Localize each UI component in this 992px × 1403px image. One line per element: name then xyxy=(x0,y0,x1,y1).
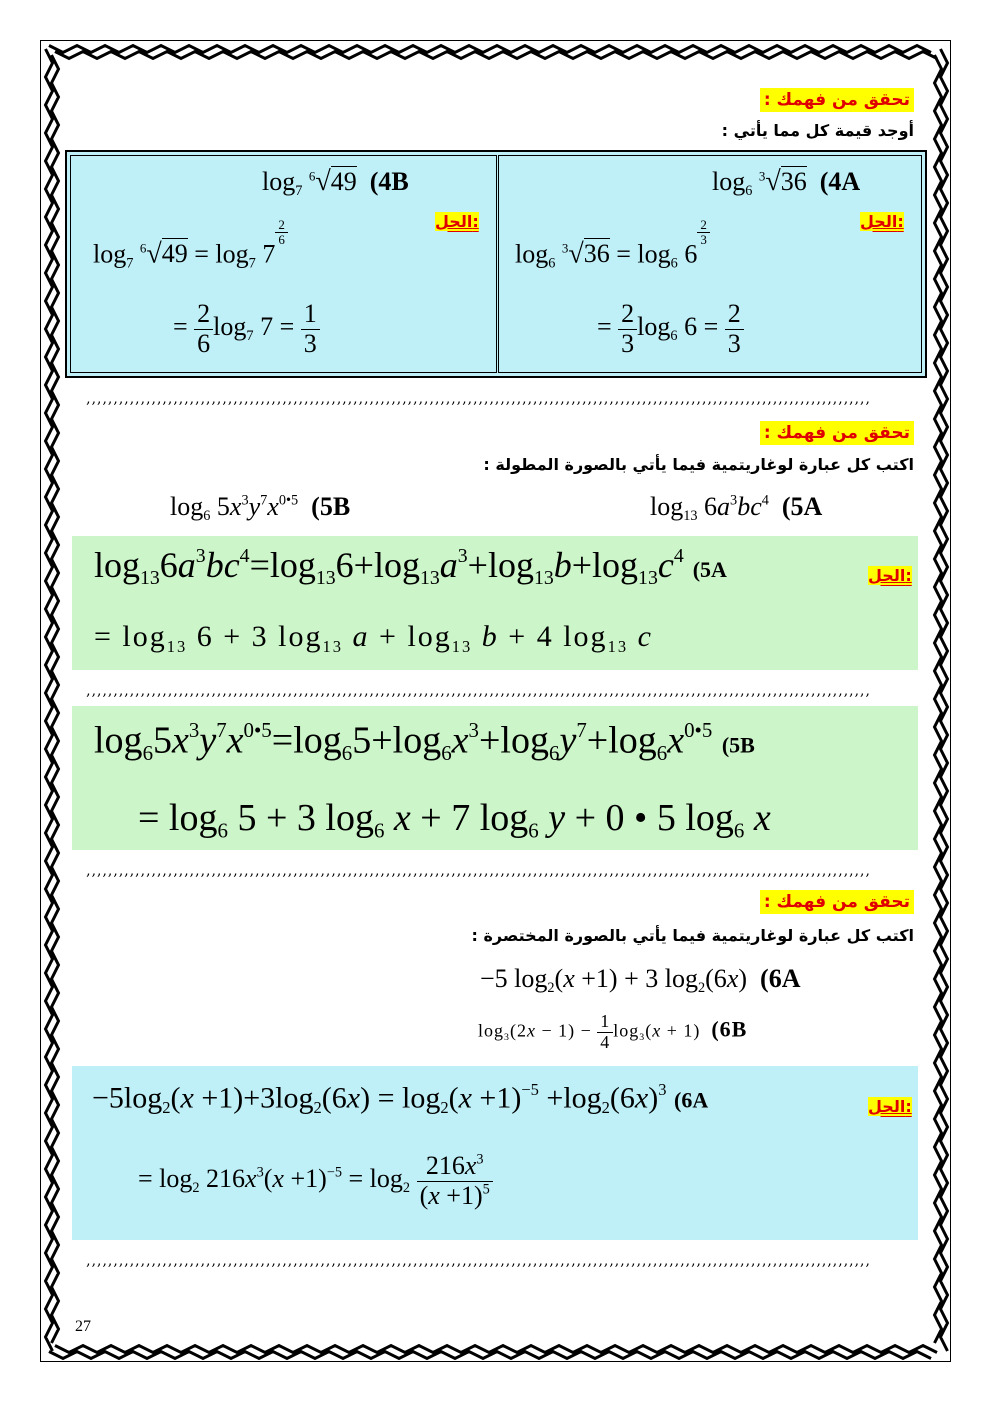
solution-tag-4B: الحل: xyxy=(435,212,479,231)
solution-4B-step2: = $\frac{2}{6}$ $\log_7 7$ = $\frac{1}{3}$ xyxy=(173,300,320,358)
solution-4A-step2: = $\frac{2}{3}$ $\log_6 6$ = $\frac{2}{3}$ xyxy=(597,300,744,358)
instruction-text: اكتب كل عبارة لوغاريتمية فيما يأتي بالصورة المختصرة : xyxy=(471,926,914,945)
dotted-separator: ‚‚‚‚‚‚‚‚‚‚‚‚‚‚‚‚‚‚‚‚‚‚‚‚‚‚‚‚‚‚‚‚‚‚‚‚‚‚‚‚‚‚‚‚‚‚‚‚‚‚‚‚‚‚‚‚‚‚‚‚‚‚‚‚‚‚‚‚‚‚‚‚‚‚‚‚‚‚‚‚‚‚‚‚‚‚‚‚‚‚‚‚‚‚‚‚‚‚‚‚‚‚‚‚‚‚‚‚‚‚‚‚‚‚‚‚‚‚‚‚‚‚‚‚‚‚‚‚‚‚‚‚‚‚‚‚‚‚‚‚‚‚‚‚ xyxy=(86,1254,871,1268)
solution-4A-step1: $\log_6 ^3√36 = \log_6 6$ $\frac{2}{3}$ xyxy=(515,218,710,272)
instruction-text: اكتب كل عبارة لوغاريتمية فيما يأتي بالصورة المطولة : xyxy=(483,455,914,474)
solution-5A-step2: = $\log_{13} 6 + 3$ $\log_{13} a + \log_{13} b + 4$ $\log_{13} c$ xyxy=(94,620,653,656)
problem-4B: $\log_7 ^6√49$ (4B xyxy=(262,166,409,199)
solution-5B-step1: $\log_65x^3y^7x^{0•5}=\log_65+\log_6x^3+\log_6y^7+\log_6x^{0•5}$ (5B xyxy=(94,718,755,765)
problem-6B: $\log_3(2x - 1)$ − $\frac{1}{4}$ $\log_3(x + 1)$ (6B xyxy=(478,1011,748,1052)
instruction-text: أوجد قيمة كل مما يأتي : xyxy=(721,121,914,140)
check-understanding-heading: تحقق من فهمك : xyxy=(760,421,914,445)
problem-4A: $\log_6 ^3√36$ (4A xyxy=(712,166,861,199)
solution-tag-5A: الحل: xyxy=(868,566,912,585)
page-number: 27 xyxy=(75,1318,91,1335)
dotted-separator: ‚‚‚‚‚‚‚‚‚‚‚‚‚‚‚‚‚‚‚‚‚‚‚‚‚‚‚‚‚‚‚‚‚‚‚‚‚‚‚‚‚‚‚‚‚‚‚‚‚‚‚‚‚‚‚‚‚‚‚‚‚‚‚‚‚‚‚‚‚‚‚‚‚‚‚‚‚‚‚‚‚‚‚‚‚‚‚‚‚‚‚‚‚‚‚‚‚‚‚‚‚‚‚‚‚‚‚‚‚‚‚‚‚‚‚‚‚‚‚‚‚‚‚‚‚‚‚‚‚‚‚‚‚‚‚‚‚‚‚‚‚‚‚‚ xyxy=(86,392,871,406)
dotted-separator: ‚‚‚‚‚‚‚‚‚‚‚‚‚‚‚‚‚‚‚‚‚‚‚‚‚‚‚‚‚‚‚‚‚‚‚‚‚‚‚‚‚‚‚‚‚‚‚‚‚‚‚‚‚‚‚‚‚‚‚‚‚‚‚‚‚‚‚‚‚‚‚‚‚‚‚‚‚‚‚‚‚‚‚‚‚‚‚‚‚‚‚‚‚‚‚‚‚‚‚‚‚‚‚‚‚‚‚‚‚‚‚‚‚‚‚‚‚‚‚‚‚‚‚‚‚‚‚‚‚‚‚‚‚‚‚‚‚‚‚‚‚‚‚‚ xyxy=(86,864,871,878)
check-understanding-heading: تحقق من فهمك : xyxy=(760,88,914,112)
solution-6A-step2: = $\log_2 216x^3(x +1)^{-5} = \log_2$ $\frac{216x^3}{(x +1)^5}$ xyxy=(138,1152,493,1210)
exercise-4-table xyxy=(65,150,927,378)
solution-tag-6A: الحل: xyxy=(868,1097,912,1116)
solution-tag-4A: الحل: xyxy=(860,212,904,231)
solution-5A-step1: $\log_{13}6a^3bc^4=\log_{13}6+\log_{13}a^3+\log_{13}b+\log_{13}c^4$ (5A xyxy=(94,545,727,589)
dotted-separator: ‚‚‚‚‚‚‚‚‚‚‚‚‚‚‚‚‚‚‚‚‚‚‚‚‚‚‚‚‚‚‚‚‚‚‚‚‚‚‚‚‚‚‚‚‚‚‚‚‚‚‚‚‚‚‚‚‚‚‚‚‚‚‚‚‚‚‚‚‚‚‚‚‚‚‚‚‚‚‚‚‚‚‚‚‚‚‚‚‚‚‚‚‚‚‚‚‚‚‚‚‚‚‚‚‚‚‚‚‚‚‚‚‚‚‚‚‚‚‚‚‚‚‚‚‚‚‚‚‚‚‚‚‚‚‚‚‚‚‚‚‚‚‚‚ xyxy=(86,684,871,698)
problem-5B: $\log_6 5x^3y^7x^{0•5}$ (5B xyxy=(170,492,351,524)
problem-5A: $\log_{13} 6a^3bc^4$ (5A xyxy=(650,492,823,524)
solution-6A-step1: $-5\log_2(x +1)+3\log_2(6x) = \log_2(x +1)^{-5} +\log_2(6x)^3$ (6A xyxy=(92,1080,709,1118)
solution-5B-step2: = $\log_6 5 + 3$ $\log_6 x + 7$ $\log_6 y + 0$ • 5 $\log_6 x$ xyxy=(138,797,771,843)
check-understanding-heading: تحقق من فهمك : xyxy=(760,890,914,914)
solution-4B-step1: $\log_7 ^6√49 = \log_7 7$ $\frac{2}{6}$ xyxy=(93,218,288,272)
problem-6A: −5 $\log_2(x +1) + 3$ $\log_2(6x)$ (6A xyxy=(480,964,801,996)
